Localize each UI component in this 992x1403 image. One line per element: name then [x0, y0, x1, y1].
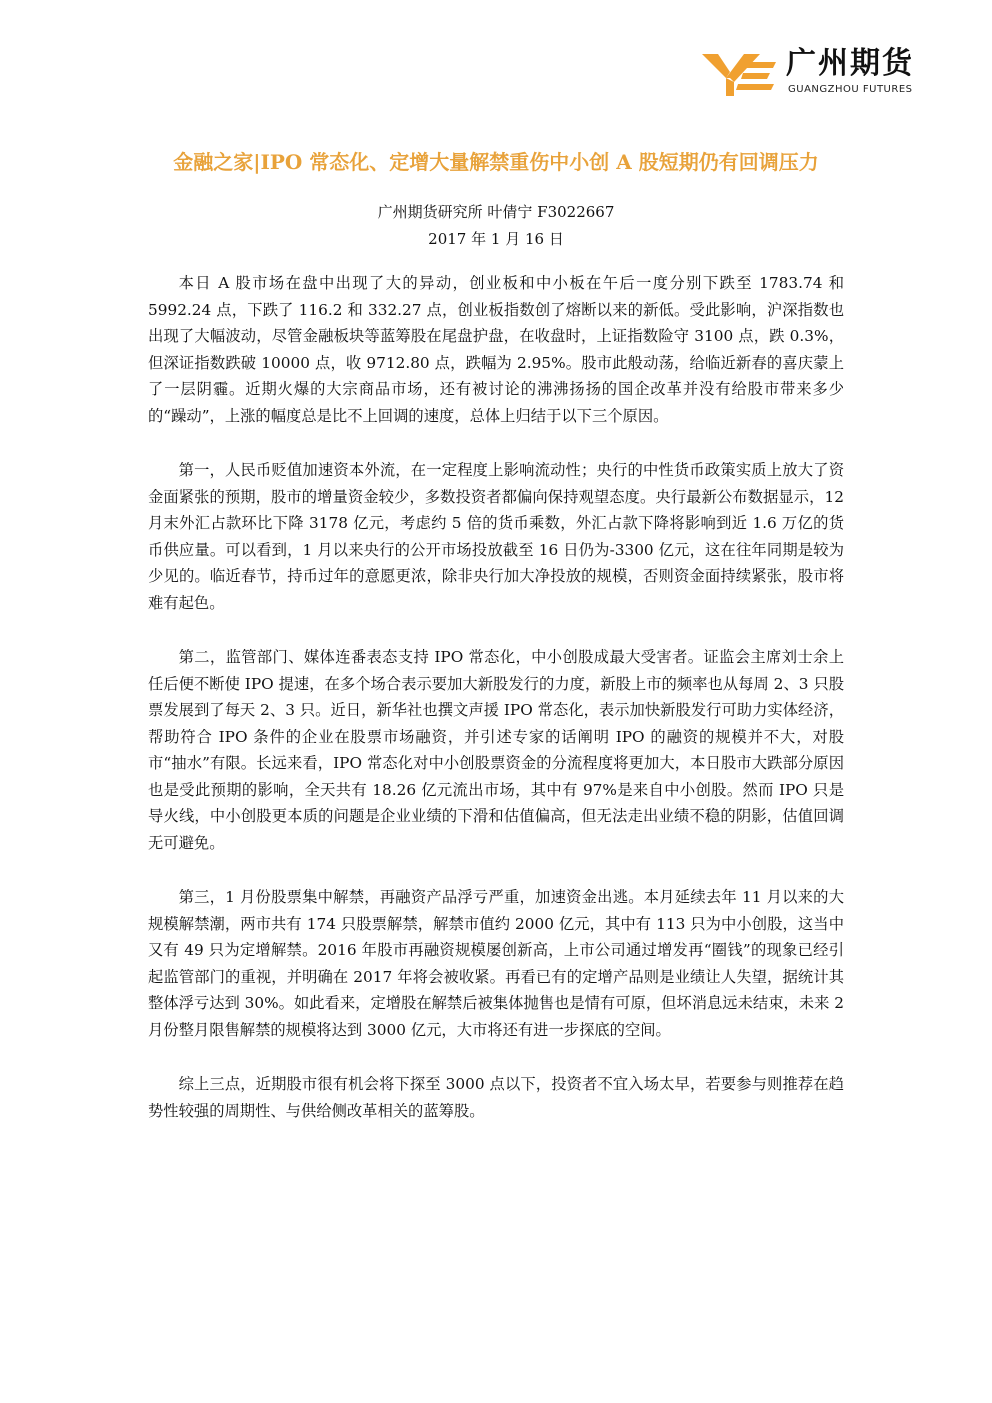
- company-logo: [700, 40, 930, 104]
- paragraph-second-reason: 第二，监管部门、媒体连番表态支持 IPO 常态化，中小创股成最大受害者。证监会主席刘士余上任后便不断使 IPO 提速，在多个场合表示要加大新股发行的力度，新股上市的频率也从每周 2、3 只股票发展到了每天 2、3 只。近日，新华社也撰文声援 IPO 常态化，表示加快新股发行可助力实体经济，帮助符合 IPO 条件的企业在股票市场融资，并引述专家的话阐明 IPO 的融资的规模并不大，对股市“抽水”有限。长远来看，IPO 常态化对中小创股票资金的分流程度将更加大，本日股市大跌部分原因也是受此预期的影响，全天共有 18.26 亿元流出市场，其中有 97%是来自中小创股。然而 IPO 只是导火线，中小创股更本质的问题是企业业绩的下滑和估值偏高，但无法走出业绩不稳的阴影，估值回调无可避免。: [148, 648, 844, 852]
- article-date: 2017 年 1 月 16 日: [428, 230, 564, 248]
- guangzhou-futures-logo-icon: [700, 48, 778, 98]
- paragraph-first-reason: 第一，人民币贬值加速资本外流，在一定程度上影响流动性；央行的中性货币政策实质上放大了资金面紧张的预期，股市的增量资金较少，多数投资者都偏向保持观望态度。央行最新公布数据显示，12 月末外汇占款环比下降 3178 亿元，考虑约 5 倍的货币乘数，外汇占款下降将影响到近 1.6 万亿的货币供应量。可以看到，1 月以来央行的公开市场投放截至 16 日仍为-3300 亿元，这在往年同期是较为少见的。临近春节，持币过年的意愿更浓，除非央行加大净投放的规模，否则资金面持续紧张，股市将难有起色。: [148, 461, 844, 612]
- logo-chinese-name: 广州期货: [786, 46, 914, 81]
- paragraph-intro: 本日 A 股市场在盘中出现了大的异动，创业板和中小板在午后一度分别下跌至 1783.74 和 5992.24 点，下跌了 116.2 和 332.27 点，创业板指数创了熔断以来的新低。受此影响，沪深指数也出现了大幅波动，尽管金融板块等蓝筹股在尾盘护盘，在收盘时，上证指数险守 3100 点，跌 0.3%，但深证指数跌破 10000 点，收 9712.80 点，跌幅为 2.95%。股市此般动荡，给临近新春的喜庆蒙上了一层阴霾。近期火爆的大宗商品市场，还有被讨论的沸沸扬扬的国企改革并没有给股市带来多少的“躁动”，上涨的幅度总是比不上回调的速度，总体上归结于以下三个原因。: [148, 274, 844, 425]
- paragraph-conclusion: 综上三点，近期股市很有机会将下探至 3000 点以下，投资者不宜入场太早，若要参与则推荐在趋势性较强的周期性、与供给侧改革相关的蓝筹股。: [148, 1075, 844, 1120]
- paragraph-third-reason: 第三，1 月份股票集中解禁，再融资产品浮亏严重，加速资金出逃。本月延续去年 11 月以来的大规模解禁潮，两市共有 174 只股票解禁，解禁市值约 2000 亿元，其中有 113 只为中小创股，这当中又有 49 只为定增解禁。2016 年股市再融资规模屡创新高，上市公司通过增发再“圈钱”的现象已经引起监管部门的重视，并明确在 2017 年将会被收紧。再看已有的定增产品则是业绩让人失望，据统计其整体浮亏达到 30%。如此看来，定增股在解禁后被集体抛售也是情有可原，但坏消息远未结束，未来 2 月份整月限售解禁的规模将达到 3000 亿元，大市将还有进一步探底的空间。: [148, 888, 844, 1039]
- logo-english-name: GUANGZHOU FUTURES: [788, 84, 913, 95]
- article-author: 广州期货研究所 叶倩宁 F3022667: [377, 203, 615, 221]
- article-title: 金融之家|IPO 常态化、定增大量解禁重伤中小创 A 股短期仍有回调压力: [173, 150, 819, 174]
- article-body: [148, 270, 844, 1152]
